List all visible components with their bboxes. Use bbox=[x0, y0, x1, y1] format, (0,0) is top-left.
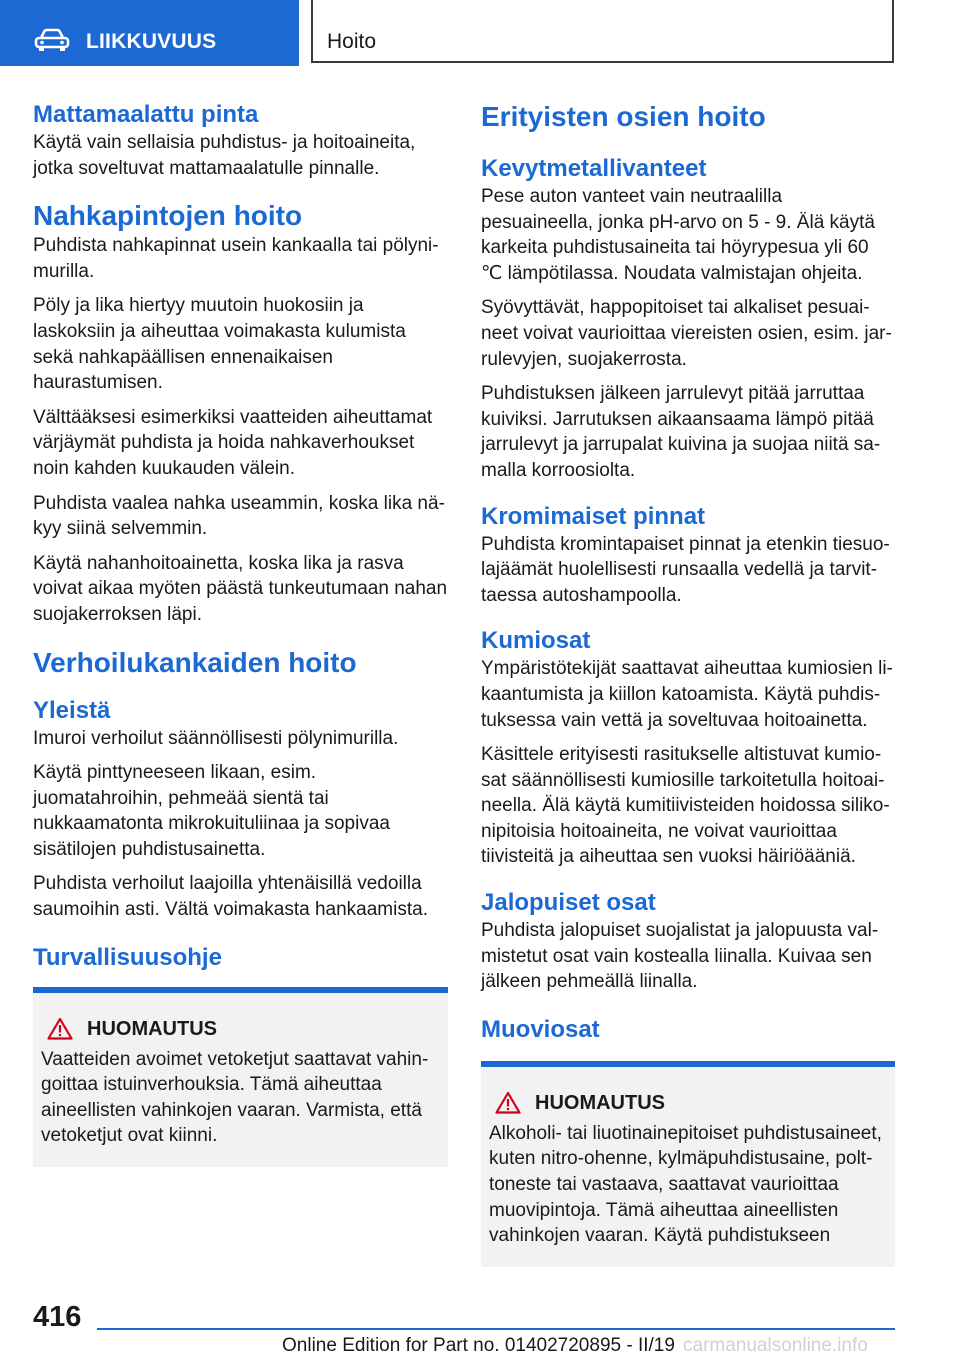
page-number: 416 bbox=[33, 1301, 82, 1333]
notice-text: Vaatteiden avoimet vetoketjut saattavat vahingoittaa istuinverhouksia. Tämä aiheuttaa aineellisten vahinkojen vaaran. Varmista, että vetoketjut ovat kiinni. bbox=[41, 1048, 429, 1147]
rubber-paragraph-1: Ympäristötekijät saattavat aiheuttaa kumiosien likaantumista ja kiillon katoamista. Käytä puhdistuksessa vain vettä ja soveltuvaa hoitoainetta. bbox=[481, 658, 893, 731]
notice-text: Alkoholi- tai liuotinainepitoiset puhdistusaineet, kuten nitro-ohenne, kylmäpuhdistusaine, polttoneste tai vastaava, saattavat vaurioittaa muovipintoja. Tämä aiheuttaa aineellisten vahinkojen vaaran. Käytä puhdistukseen bbox=[489, 1122, 882, 1247]
chrome-paragraph: Puhdista kromintapaiset pinnat ja etenkin tiesuolajäämät huolellisesti runsaalla vedellä ja tarvittaessa autoshampoolla. bbox=[481, 533, 890, 606]
general-paragraph-1: Imuroi verhoilut säännöllisesti pölynimurilla. bbox=[33, 727, 399, 749]
rubber-heading: Kumiosat bbox=[481, 627, 591, 655]
car-icon bbox=[34, 28, 70, 52]
section-label: LIIKKUVUUS bbox=[86, 30, 217, 53]
notice-title: HUOMAUTUS bbox=[535, 1091, 665, 1114]
leather-paragraph-5: Käytä nahanhoitoainetta, koska lika ja rasva voivat aikaa myöten päästä tunkeutumaan nahan suojakerroksen läpi. bbox=[33, 552, 448, 625]
alloy-paragraph-2: Syövyttävät, happopitoiset tai alkaliset pesuaineet voivat vaurioittaa viereisten osien, esim. jarrulevyjen, suojakerrosta. bbox=[481, 297, 892, 370]
notice-box bbox=[33, 987, 448, 1167]
precious-wood-heading: Jalopuiset osat bbox=[481, 889, 656, 917]
notice-box-plastic bbox=[481, 1061, 895, 1267]
chapter-label: Hoito bbox=[327, 30, 377, 53]
notice-header bbox=[47, 1017, 440, 1041]
section-tab[interactable] bbox=[0, 0, 299, 66]
safety-heading: Turvallisuusohje bbox=[33, 943, 222, 971]
watermark: carmanualsonline.info bbox=[683, 1335, 868, 1356]
alloy-paragraph-3: Puhdistuksen jälkeen jarrulevyt pitää jarruttaa kuiviksi. Jarrutuksen aikaansaama lämpö pitää jarrulevyt ja jarrupalat kuivina ja suojaa niitä samalla korroosiolta. bbox=[481, 383, 881, 481]
left-column bbox=[33, 100, 448, 1167]
alloy-heading: Kevytmetallivanteet bbox=[481, 155, 707, 182]
general-paragraph-2: Käytä pinttyneeseen likaan, esim. juomatahroihin, pehmeää sientä tai nukkaamatonta mikrokuituliinaa ja sopivaa sisätilojen puhdistusainetta. bbox=[33, 762, 390, 860]
chrome-heading: Kromimaiset pinnat bbox=[481, 502, 706, 530]
matte-heading: Mattamaalattu pinta bbox=[33, 101, 259, 128]
warning-triangle-icon bbox=[495, 1091, 521, 1114]
special-heading: Erityisten osien hoito bbox=[481, 101, 766, 132]
footer-divider bbox=[97, 1328, 895, 1330]
leather-paragraph-1: Puhdista nahkapinnat usein kankaalla tai pölynimurilla. bbox=[33, 235, 439, 282]
leather-heading: Nahkapintojen hoito bbox=[33, 200, 303, 232]
rubber-paragraph-2: Käsittele erityisesti rasitukselle altistuvat kumiosat säännöllisesti kumiosille tarkoitetulla hoitoaineella. Älä käytä kumitiivisteiden hoidossa silikonipitoisia hoitoaineita, ne voivat vaurioittaa tiivisteitä ja aiheuttaa sen vuoksi häiriöääniä. bbox=[481, 744, 890, 868]
notice-header bbox=[495, 1091, 887, 1115]
page-header bbox=[0, 0, 960, 66]
precious-wood-paragraph: Puhdista jalopuiset suojalistat ja jalopuusta valmistetut osat vain kostealla liinalla. Kuivaa sen jälkeen pehmeällä liinalla. bbox=[481, 920, 879, 993]
edition-text: Online Edition for Part no. 01402720895 - II/19 bbox=[282, 1335, 675, 1356]
warning-triangle-icon bbox=[47, 1017, 73, 1040]
plastic-heading: Muoviosat bbox=[481, 1015, 600, 1043]
notice-title: HUOMAUTUS bbox=[87, 1017, 217, 1040]
right-column bbox=[481, 100, 895, 1267]
leather-paragraph-4: Puhdista vaalea nahka useammin, koska lika näkyy siinä selvemmin. bbox=[33, 492, 445, 540]
chapter-box bbox=[311, 0, 894, 63]
general-paragraph-3: Puhdista verhoilut laajoilla yhtenäisillä vedoilla saumoihin asti. Vältä voimakasta hankaamista. bbox=[33, 873, 428, 921]
leather-paragraph-2: Pöly ja lika hiertyy muutoin huokosiin ja laskoksiin ja aiheuttaa voimakasta kulumista sekä nahkapäällisen ennenaikaisen haurastumisen. bbox=[33, 295, 406, 394]
alloy-paragraph-1: Pese auton vanteet vain neutraalilla pesuaineella, jonka pH-arvo on 5 - 9. Älä käytä karkeita puhdistusaineita tai höyrypesua yli 60 ℃ lämpötilassa. Noudata valmistajan ohjeita. bbox=[481, 186, 875, 284]
matte-paragraph: Käytä vain sellaisia puhdistus- ja hoitoaineita, jotka soveltuvat mattamaalatulle pinnalle. bbox=[33, 132, 416, 179]
fabric-heading: Verhoilukankaiden hoito bbox=[33, 646, 357, 678]
leather-paragraph-3: Välttääksesi esimerkiksi vaatteiden aiheuttamat värjäymät puhdista ja hoida nahkaverhoukset noin kahden kuukauden välein. bbox=[33, 406, 433, 479]
general-heading: Yleistä bbox=[33, 696, 111, 724]
